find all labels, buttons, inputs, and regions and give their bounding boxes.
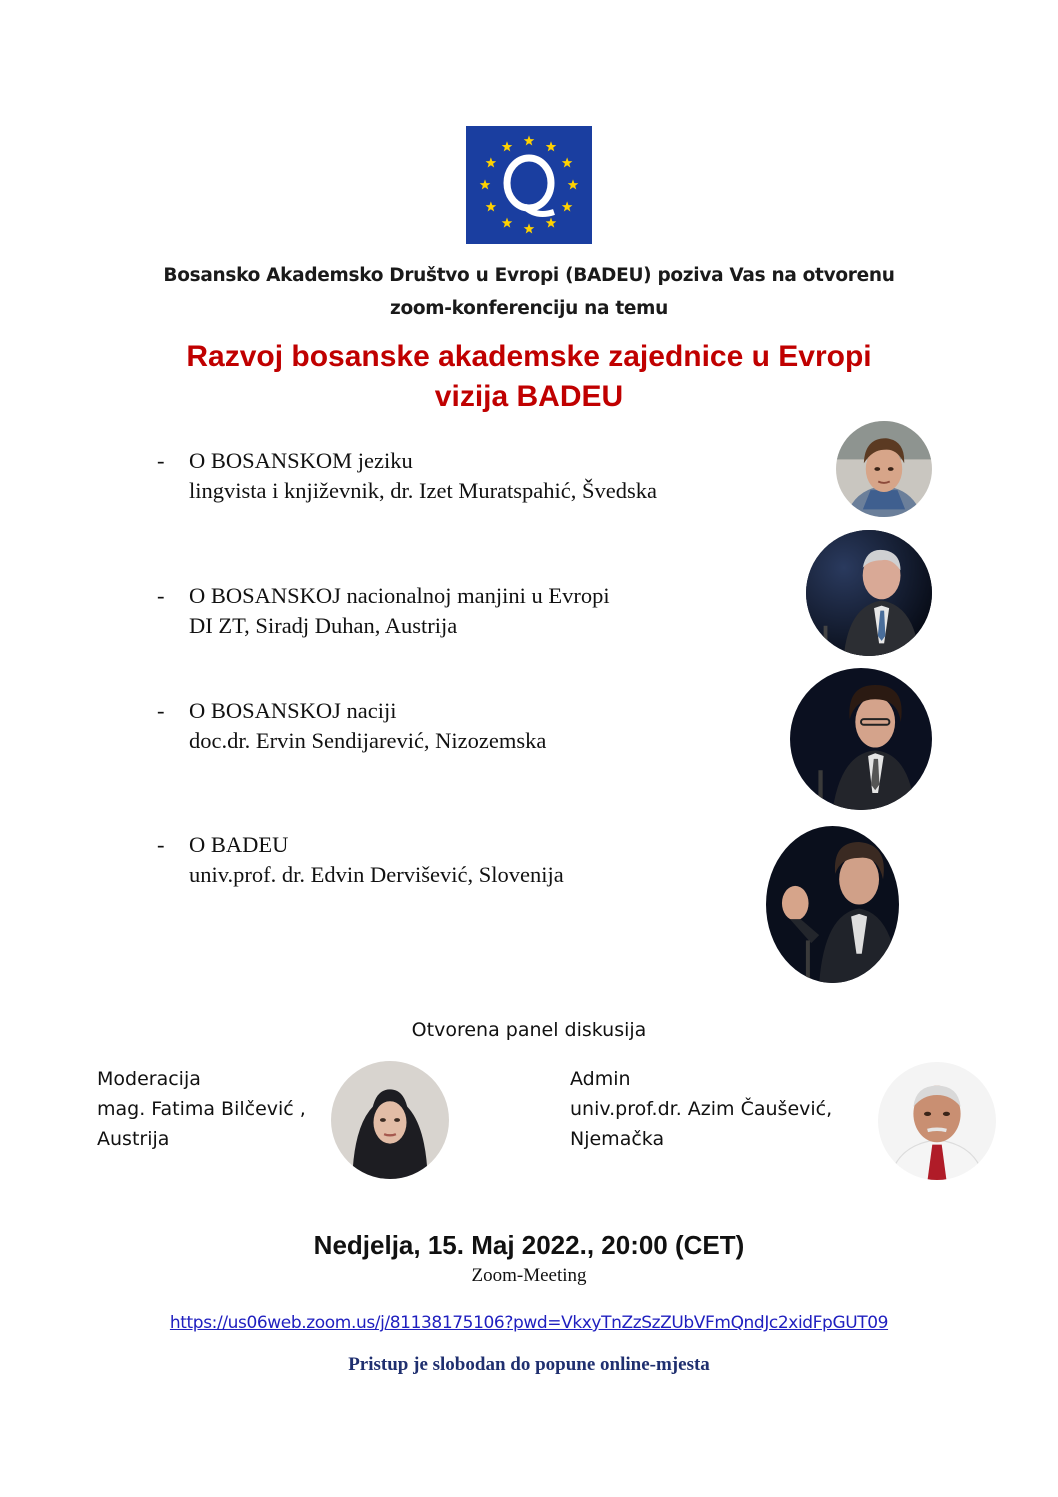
page-title: Razvoj bosanske akademske zajednice u Evropi: [186, 340, 872, 373]
admin-block: [570, 1064, 832, 1154]
intro-line-1: Bosansko Akademsko Društvo u Evropi (BADEU) poziva Vas na otvorenu: [163, 265, 895, 286]
speaker-photo-dervisevic: [766, 826, 899, 983]
list-dash: -: [157, 448, 165, 473]
moderator-photo: [331, 1061, 449, 1179]
event-date: Nedjelja, 15. Maj 2022., 20:00 (CET): [313, 1230, 745, 1260]
topic-title: O BOSANSKOJ naciji: [189, 698, 397, 723]
topic-title: O BADEU: [189, 832, 289, 857]
list-dash: -: [157, 583, 165, 608]
badeu-logo-icon: [466, 126, 592, 244]
topic-speaker: DI ZT, Siradj Duhan, Austrija: [189, 613, 458, 638]
moderator-name: mag. Fatima Bilčević ,: [97, 1098, 306, 1120]
event-platform: Zoom-Meeting: [471, 1265, 587, 1286]
list-dash: -: [157, 698, 165, 723]
access-note: Pristup je slobodan do popune online-mjesta: [348, 1354, 710, 1375]
speaker-photo-sendijarevic: [790, 668, 932, 810]
panel-title: Otvorena panel diskusija: [411, 1019, 647, 1041]
admin-country: Njemačka: [570, 1128, 665, 1150]
moderator-block: [97, 1064, 306, 1154]
page-subtitle: vizija BADEU: [434, 380, 624, 413]
topic-speaker: lingvista i književnik, dr. Izet Muratspahić, Švedska: [189, 478, 658, 503]
speaker-photo-muratspahic: [836, 421, 932, 517]
list-dash: -: [157, 832, 165, 857]
moderator-country: Austrija: [97, 1128, 170, 1150]
admin-name: univ.prof.dr. Azim Čaušević,: [570, 1098, 833, 1120]
admin-role: Admin: [570, 1068, 631, 1090]
topic-title: O BOSANSKOJ nacionalnoj manjini u Evropi: [189, 583, 610, 608]
intro-line-2: zoom-konferenciju na temu: [390, 298, 668, 319]
zoom-meeting-link[interactable]: https://us06web.zoom.us/j/81138175106?pwd=VkxyTnZzSzZUbVFmQndJc2xidFpGUT09: [169, 1313, 889, 1333]
topic-speaker: univ.prof. dr. Edvin Dervišević, Slovenija: [189, 862, 564, 887]
moderator-role: Moderacija: [97, 1068, 201, 1090]
topic-title: O BOSANSKOM jeziku: [189, 448, 413, 473]
speaker-photo-duhan: [806, 530, 932, 656]
topic-speaker: doc.dr. Ervin Sendijarević, Nizozemska: [189, 728, 547, 753]
admin-photo: [878, 1062, 996, 1180]
